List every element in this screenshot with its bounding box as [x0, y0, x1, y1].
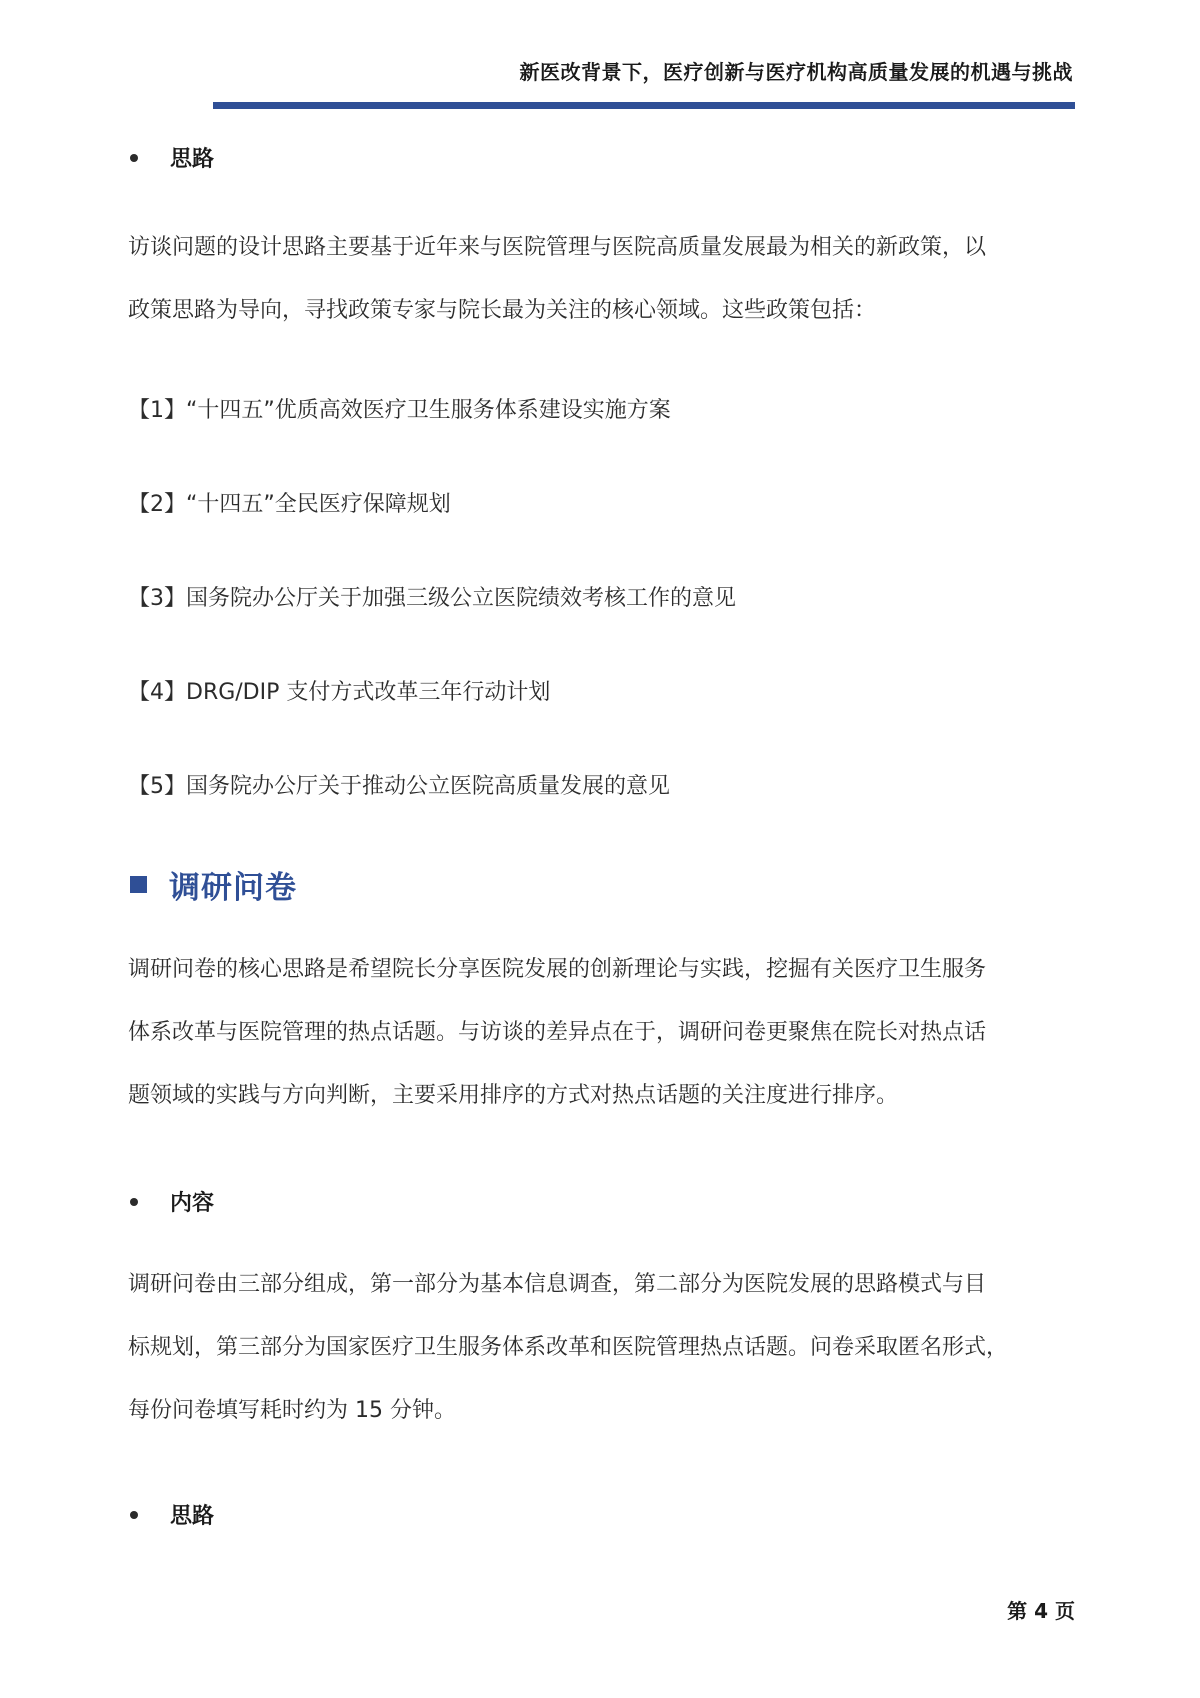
survey-intro-paragraph [128, 938, 1078, 1127]
page-number: 第 4 页 [1007, 1599, 1075, 1623]
paragraph-line: 题领域的实践与方向判断，主要采用排序的方式对热点话题的关注度进行排序。 [128, 1083, 899, 1108]
bullet-heading-label: 思路 [170, 1504, 215, 1529]
bullet-heading-interview-approach [130, 142, 214, 173]
bullet-dot-icon [130, 1511, 138, 1519]
paragraph-line: 体系改革与医院管理的热点话题。与访谈的差异点在于，调研问卷更聚焦在院长对热点话 [128, 1020, 987, 1045]
paragraph-line: 访谈问题的设计思路主要基于近年来与医院管理与医院高质量发展最为相关的新政策，以 [128, 235, 987, 260]
bullet-heading-label: 内容 [170, 1191, 215, 1216]
paragraph-line: 每份问卷填写耗时约为 15 分钟。 [128, 1398, 456, 1423]
section-title: 调研问卷 [169, 870, 297, 906]
paragraph-line: 调研问卷的核心思路是希望院长分享医院发展的创新理论与实践，挖掘有关医疗卫生服务 [128, 957, 987, 982]
policy-item-5: 【5】国务院办公厅关于推动公立医院高质量发展的意见 [128, 774, 670, 799]
bullet-heading-label: 思路 [170, 147, 215, 172]
interview-approach-paragraph [128, 216, 1078, 342]
survey-content-paragraph [128, 1253, 1078, 1442]
paragraph-line: 政策思路为导向，寻找政策专家与院长最为关注的核心领域。这些政策包括： [128, 298, 877, 323]
bullet-heading-survey-content [130, 1186, 214, 1217]
policy-item-3: 【3】国务院办公厅关于加强三级公立医院绩效考核工作的意见 [128, 586, 736, 611]
policy-item-2: 【2】“十四五”全民医疗保障规划 [128, 492, 451, 517]
header-rule [213, 102, 1075, 109]
section-heading-survey [130, 862, 297, 907]
policy-item-1: 【1】“十四五”优质高效医疗卫生服务体系建设实施方案 [128, 398, 671, 423]
running-header-title: 新医改背景下，医疗创新与医疗机构高质量发展的机遇与挑战 [519, 60, 1073, 84]
section-square-icon [130, 876, 147, 893]
paragraph-line: 标规划，第三部分为国家医疗卫生服务体系改革和医院管理热点话题。问卷采取匿名形式， [128, 1335, 1009, 1360]
policy-item-4: 【4】DRG/DIP 支付方式改革三年行动计划 [128, 680, 551, 705]
bullet-heading-survey-approach [130, 1499, 214, 1530]
paragraph-line: 调研问卷由三部分组成，第一部分为基本信息调查，第二部分为医院发展的思路模式与目 [128, 1272, 987, 1297]
bullet-dot-icon [130, 154, 138, 162]
bullet-dot-icon [130, 1198, 138, 1206]
